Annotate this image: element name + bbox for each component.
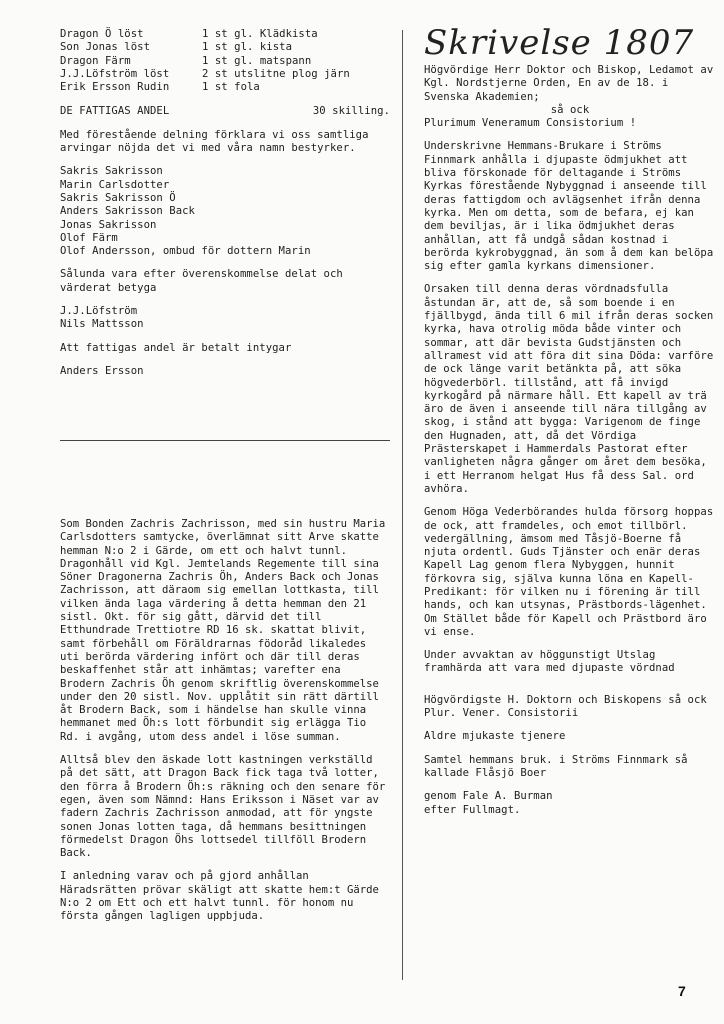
certifier-name: Anders Ersson (60, 364, 144, 377)
signatory-name: Olof Andersson, ombud för dottern Marin (60, 245, 311, 258)
poor-certified-text: Att fattigas andel är betalt intygar (60, 341, 292, 354)
inventory-row (60, 68, 390, 81)
court-text (60, 518, 390, 924)
inventory-row (60, 81, 390, 94)
signatory-name: Marin Carlsdotter (60, 178, 170, 191)
agent-line-2: efter Fullmagt. (424, 803, 521, 816)
witness-list (60, 305, 390, 332)
inventory-item: 1 st gl. kista (202, 41, 292, 54)
inventory-item: 1 st gl. matspann (202, 54, 312, 67)
inventory-item: 2 st utslitne plog järn (202, 67, 350, 80)
court-paragraph: I anledning varav och på gjord anhållan Häradsrätten prövar skäligt att skatte hem:t Gärde N:o 2 om Ett och ett halvt tunnl. för honom nu första gången lagligen uppbjuda. (60, 870, 379, 923)
agreement-text: Med förestående delning förklara vi oss samtliga arvingar nöjda det vi med våra namn bestyrker. (60, 128, 369, 155)
signatory-name: Anders Sakrisson Back (60, 205, 195, 218)
letter-paragraph: Under avvaktan av höggunstigt Utslag framhärda att vara med djupaste vördnad (424, 649, 675, 675)
letter-intro-center: så ock (550, 103, 590, 116)
right-column (424, 23, 716, 817)
letter-intro: Högvördige Herr Doktor och Biskop, Ledamot av Kgl. Nordstjerne Orden, En av de 18. i Svenska Akademien; (424, 64, 714, 103)
left-column (60, 28, 390, 378)
poor-share-amount: 30 skilling. (312, 105, 390, 118)
signatory-list (60, 165, 390, 258)
humble-line: Aldre mjukaste tjenere (424, 730, 566, 743)
inventory-row (60, 55, 390, 68)
valuation-text: Sålunda vara efter överenskommelse delat och värderat betyga (60, 268, 343, 294)
inventory-person: Dragon Färm (60, 54, 131, 67)
witness-name: J.J.Löfström (60, 305, 138, 318)
column-divider (402, 30, 403, 980)
signatory-name: Sakris Sakrisson Ö (60, 191, 176, 204)
signatory-name: Sakris Sakrisson (60, 165, 163, 178)
witness-name: Nils Mattsson (60, 318, 144, 331)
inventory-item: 1 st fola (202, 81, 260, 94)
letter-paragraph: Orsaken till denna deras vördnadsfulla åstundan är, att de, så som boende i en fjällbygd, ända till 6 mil ifrån deras socken kyrka, hava otrolig möda både vinter och sommar, att där bevista Gudstjänsten och allramest vid att föra dit sina Döda: varföre de ock länge varit betänkta på, att söka högvederbörl. tillstånd, att få invigd kyrkogård på närmare håll. Ett kapell av trä äro de även i anseende till nära tillgång av skog, i stånd att bygga: Varigenom de finge den Hugnaden, att, då det Vördiga Prästerskapet i Hammerdals Pastorat efter vanligheten några gånger om året dem besöka, i ett Herranom helgat Hus få dess Sal. ord avhöra. (424, 283, 714, 495)
signers-line: Samtel hemmans bruk. i Ströms Finnmark så kallade Flåsjö Boer (424, 753, 688, 779)
agent-line: genom Fale A. Burman (424, 790, 553, 803)
page-number: 7 (678, 983, 686, 999)
inventory-row (60, 28, 390, 41)
closing-line: Högvördigste H. Doktorn och Biskopens så ock (424, 693, 707, 706)
signatory-name: Olof Färm (60, 231, 118, 244)
inventory-person: Dragon Ö löst (60, 28, 144, 40)
section-divider (60, 440, 390, 441)
letter-paragraph: Underskrivne Hemmans-Brukare i Ströms Finnmark anhålla i djupaste ödmjukhet att bliva förskonade för deltagande i Ströms Kyrkas förestående Nybyggnad i anseende till deras fattigdom och avlägsenhet ifrån denna kyrka. Men om detta, som de befara, ej kan dem beviljas, är i lika ödmjukhet deras anhållan, att få undgå sådan kostnad i berörda kykrobyggnad, än som å dem kan belöpa sig efter gamla kyrkans dimensioner. (424, 140, 714, 273)
poor-share-label: DE FATTIGAS ANDEL (60, 105, 170, 118)
poor-share-row (60, 105, 390, 118)
inventory-person: Erik Ersson Rudin (60, 81, 170, 94)
signatory-name: Jonas Sakrisson (60, 218, 157, 231)
court-paragraph: Som Bonden Zachris Zachrisson, med sin hustru Maria Carlsdotters samtycke, överlämnat sitt Arve skatte hemman N:o 2 i Gärde, om ett och halvt tunnl. Dragonhåll vid Kgl. Jemtelands Regemente till sina Söner Dragonerna Zachris Öh, Anders Back och Jonas Zachrisson, att däraom sig emellan lottkasta, till vilken ända laga värdering å detta hemman den 21 sistl. Okt. för sig gått, därvid det till Etthundrade Trettiotre RD 16 sk. skattat blivit, samt förbehåll om Föräldrarnas födoråd likaledes uti berörda värdering infört och där till deras beskaffenhet står att inhämtas; varefter ena Brodern Zachris Öh genom skriftlig överenskommelse under den 20 sistl. Nov. upplåtit sin rätt därtill åt Brodern Back, som i händelse han skulle vinna hemmanet med Öh:s lott förbundit sig erlägga Tio Rd. i avgång, utom dess andel i löse summan. (60, 518, 386, 743)
inventory-list (60, 28, 390, 94)
court-paragraph: Alltså blev den äskade lott kastningen verkställd på det sätt, att Dragon Back fick taga två lotter, den förra å Brodern Öh:s räkning och den senare för egen, även som Nämnd: Hans Eriksson i Näset var av fadern Zachris Zachrisson anmodad, att för yngste sonen Jonas lotten taga, då hemmans besittningen förmedelst Dragon Öhs lottsedel tillföll Brodern Back. (60, 754, 386, 860)
letter-title: Skrivelse 1807 (424, 23, 695, 63)
closing-line: Plur. Vener. Consistorii (424, 707, 579, 720)
inventory-person: J.J.Löfström löst (60, 67, 170, 80)
letter-paragraph: Genom Höga Vederbörandes hulda försorg hoppas de ock, att framdeles, och emot tillbörl. vedergällning, ämsom med Tåsjö-Boerne få njuta ordentl. Guds Tjänster och enär deras Kapell Lag genom flera Nybyggen, hunnit förkovra sig, själva kunna löna en Kapell-Predikant: för vilken nu i förening är till hands, och kan utsynas, Prästbords-lägenhet. Om Stället både för Kapell och Prästbord äro vi ense. (424, 506, 714, 638)
letter-intro-last: Plurimum Veneramum Consistorium ! (424, 117, 637, 130)
inventory-person: Son Jonas löst (60, 41, 150, 54)
inventory-item: 1 st gl. Klädkista (202, 28, 318, 40)
inventory-row (60, 41, 390, 54)
